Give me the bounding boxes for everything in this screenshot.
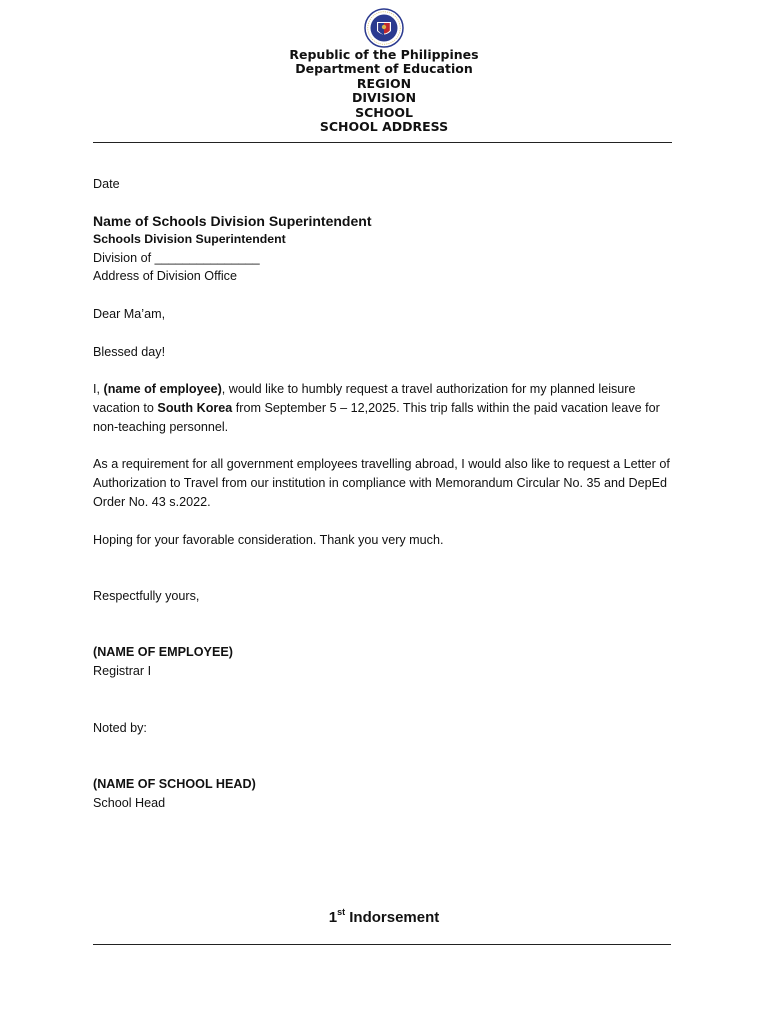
paragraph-request-part: I, [93,382,104,397]
header-region: REGION [356,75,412,91]
paragraph-request-part: , would like to humbly request a travel authorization for my planned leisure vacation to [93,382,636,415]
paragraph-closing-remark: Hoping for your favorable consideration. Thank you very much. [93,532,444,547]
recipient-division: Division of _______________ [93,250,260,265]
indorsement-heading [0,908,768,926]
indorsement-label: Indorsement [345,909,440,926]
recipient-address: Address of Division Office [93,269,237,284]
recipient-name: Name of Schools Division Superintendent [93,212,372,229]
school-head-position: School Head [93,795,166,810]
recipient-title: Schools Division Superintendent [93,231,286,246]
header-school-address: SCHOOL ADDRESS [319,119,449,135]
paragraph-requirement: As a requirement for all government employees travelling abroad, I would also like to request a Letter of Authorization to Travel from our institution in compliance with Memorandum Circular No. 35 and DepEd Order No. 43 s.2022. [93,457,670,509]
letterhead [0,8,768,134]
greeting: Blessed day! [93,344,166,359]
header-country: Republic of the Philippines [289,47,479,62]
signatory-name: (NAME OF EMPLOYEE) [93,645,233,660]
indorsement-divider [93,944,671,945]
header-school: SCHOOL [355,104,413,120]
indorsement-number: 1 [328,909,338,926]
letter-body [93,175,673,813]
salutation: Dear Ma’am, [93,306,166,321]
employee-name-placeholder: (name of employee) [103,382,222,397]
header-division: DIVISION [351,90,417,106]
signatory-position: Registrar I [93,664,152,679]
paragraph-request [93,380,673,436]
noted-by-label: Noted by: [93,720,147,735]
letter-date: Date [93,177,120,191]
paragraph-request-part: from September 5 – 12,2025. This trip falls within the paid vacation leave for non-teaching personnel. [93,400,660,434]
destination-country: South Korea [157,400,233,415]
header-department: Department of Education [295,61,473,77]
complimentary-close: Respectfully yours, [93,588,200,603]
header-divider [93,142,672,143]
deped-seal-icon [364,8,404,48]
school-head-name: (NAME OF SCHOOL HEAD) [93,776,256,791]
indorsement-suffix: st [337,907,346,917]
